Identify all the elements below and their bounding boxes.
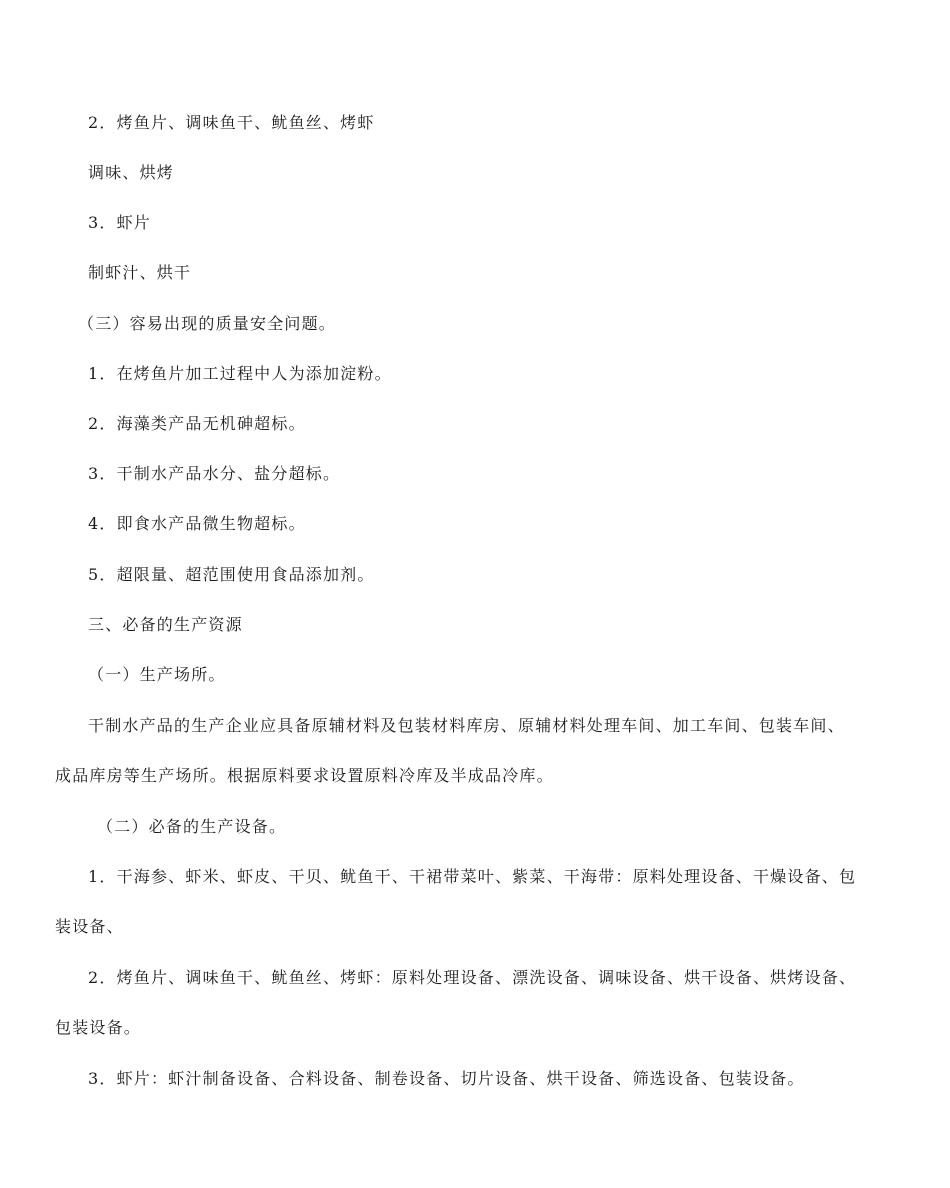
text-line: 装设备、 — [55, 917, 124, 936]
text-line: 成品库房等生产场所。根据原料要求设置原料冷库及半成品冷库。 — [55, 766, 554, 785]
text-line: 3．虾片 — [88, 213, 151, 232]
text-line: 5．超限量、超范围使用食品添加剂。 — [88, 565, 375, 584]
section-heading: （一）生产场所。 — [88, 665, 226, 684]
section-heading: （二）必备的生产设备。 — [97, 817, 287, 836]
text-line: 3．虾片：虾汁制备设备、合料设备、制卷设备、切片设备、烘干设备、筛选设备、包装设备。 — [88, 1069, 805, 1088]
text-line: 4．即食水产品微生物超标。 — [88, 514, 306, 533]
section-heading: 三、必备的生产资源 — [88, 615, 243, 634]
text-line: 包装设备。 — [55, 1018, 142, 1037]
section-heading: （三）容易出现的质量安全问题。 — [78, 314, 337, 333]
text-line: 1．在烤鱼片加工过程中人为添加淀粉。 — [88, 364, 392, 383]
text-line: 2．烤鱼片、调味鱼干、鱿鱼丝、烤虾 — [88, 113, 375, 132]
text-line: 干制水产品的生产企业应具备原辅材料及包装材料库房、原辅材料处理车间、加工车间、包装车间、 — [88, 716, 845, 735]
text-line: 制虾汁、烘干 — [88, 263, 192, 282]
text-line: 3．干制水产品水分、盐分超标。 — [88, 464, 341, 483]
text-line: 2．海藻类产品无机砷超标。 — [88, 414, 306, 433]
text-line: 2．烤鱼片、调味鱼干、鱿鱼丝、烤虾：原料处理设备、漂洗设备、调味设备、烘干设备、烘烤设备、 — [88, 968, 857, 987]
text-line: 1．干海参、虾米、虾皮、干贝、鱿鱼干、干裙带菜叶、紫菜、干海带：原料处理设备、干燥设备、包 — [88, 867, 857, 886]
text-line: 调味、烘烤 — [88, 163, 175, 182]
